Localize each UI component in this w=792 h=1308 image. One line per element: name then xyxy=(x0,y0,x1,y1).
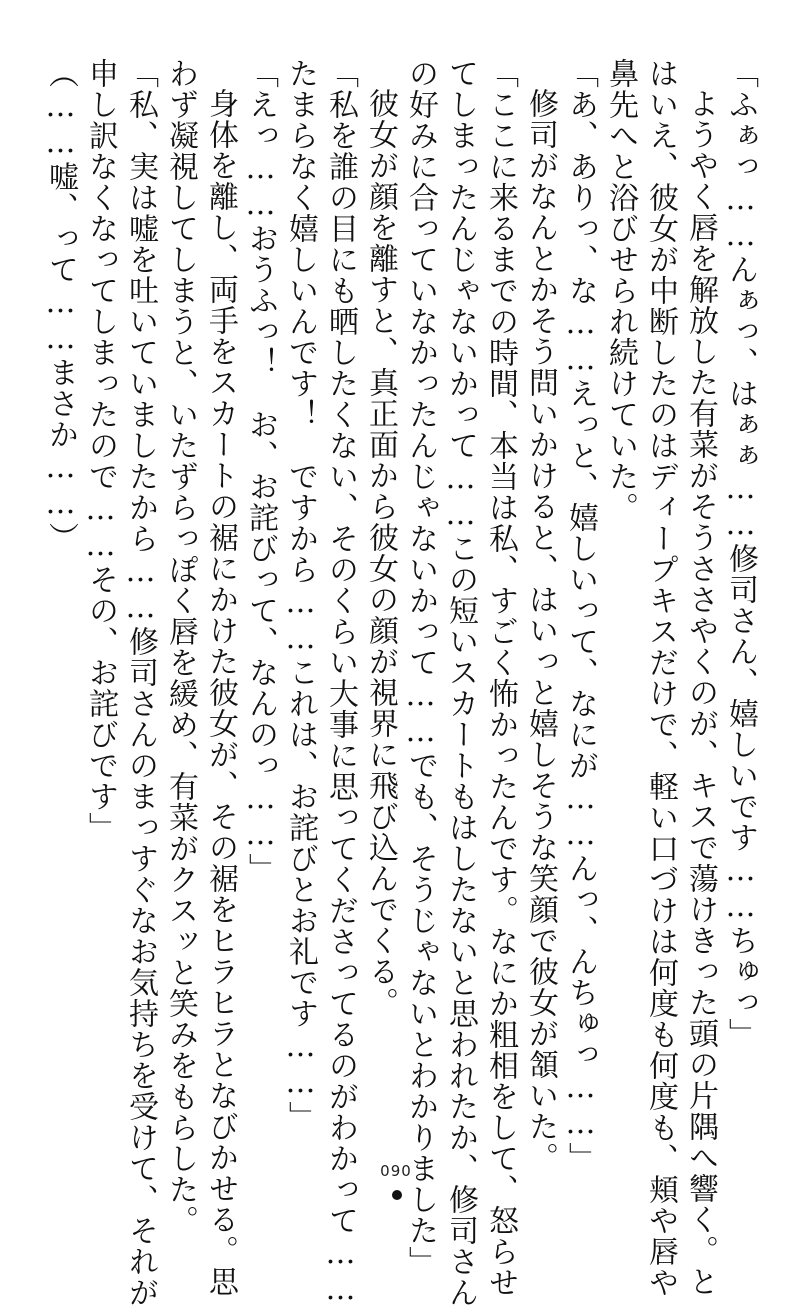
text-line: 「私、実は嘘を吐いていましたから……修司さんのまっすぐなお気持ちを受けて、それが xyxy=(123,58,158,1308)
text-line: 「私を誰の目にも晒したくない、そのくらい大事に思ってくださってるのがわかって…… xyxy=(323,58,358,1308)
text-line: 彼女が顔を離すと、真正面から彼女の顔が視界に飛び込んでくる。 xyxy=(363,88,398,1018)
text-line: たまらなく嬉しいんです！ ですから……これは、お詫びとお礼です……」 xyxy=(283,58,318,1132)
text-line: 「えっ……おうふっ！ お、お詫びって、なんのっ……」 xyxy=(243,58,278,884)
text-line: はいえ、彼女が中断したのはディープキスだけで、軽い口づけは何度も何度も、頬や唇や xyxy=(643,58,678,1298)
text-line: てしまったんじゃないかって……この短いスカートもはしたないと思われたか、修司さん xyxy=(443,58,478,1308)
text-line: 「ふぁっ……んぁっ、はぁぁ……修司さん、嬉しいです……ちゅっ」 xyxy=(723,58,758,1049)
text-line: ようやく唇を解放した有菜がそうささやくのが、キスで蕩けきった頭の片隅へ響く。と xyxy=(683,88,718,1297)
text-line: 鼻先へと浴びせられ続けていた。 xyxy=(603,58,638,523)
text-line: わず凝視してしまうと、いたずらっぽく唇を緩め、有菜がクスッと笑みをもらした。 xyxy=(163,58,198,1236)
text-line: の好みに合っていなかったんじゃないかって……でも、そうじゃないとわかりました」 xyxy=(403,58,438,1277)
bottom-dot-mark xyxy=(392,1190,402,1200)
text-line: 「あ、ありっ、な……えっと、嬉しいって、なにが……んっ、んちゅっ……」 xyxy=(563,58,598,1173)
text-line: 「ここに来るまでの時間、本当は私、すごく怖かったんです。なにか粗相をして、怒らせ xyxy=(483,58,518,1298)
text-line: 修司がなんとかそう問いかけると、はいっと嬉しそうな笑顔で彼女が頷いた。 xyxy=(523,88,558,1173)
page-number: 090 xyxy=(380,1162,412,1180)
text-line: （……嘘、って……まさか……） xyxy=(43,58,78,553)
text-line: 身体を離し、両手をスカートの裾にかけた彼女が、その裾をヒラヒラとなびかせる。思 xyxy=(203,88,238,1297)
text-line: 申し訳なくなってしまったので……その、お詫びです」 xyxy=(83,58,118,843)
